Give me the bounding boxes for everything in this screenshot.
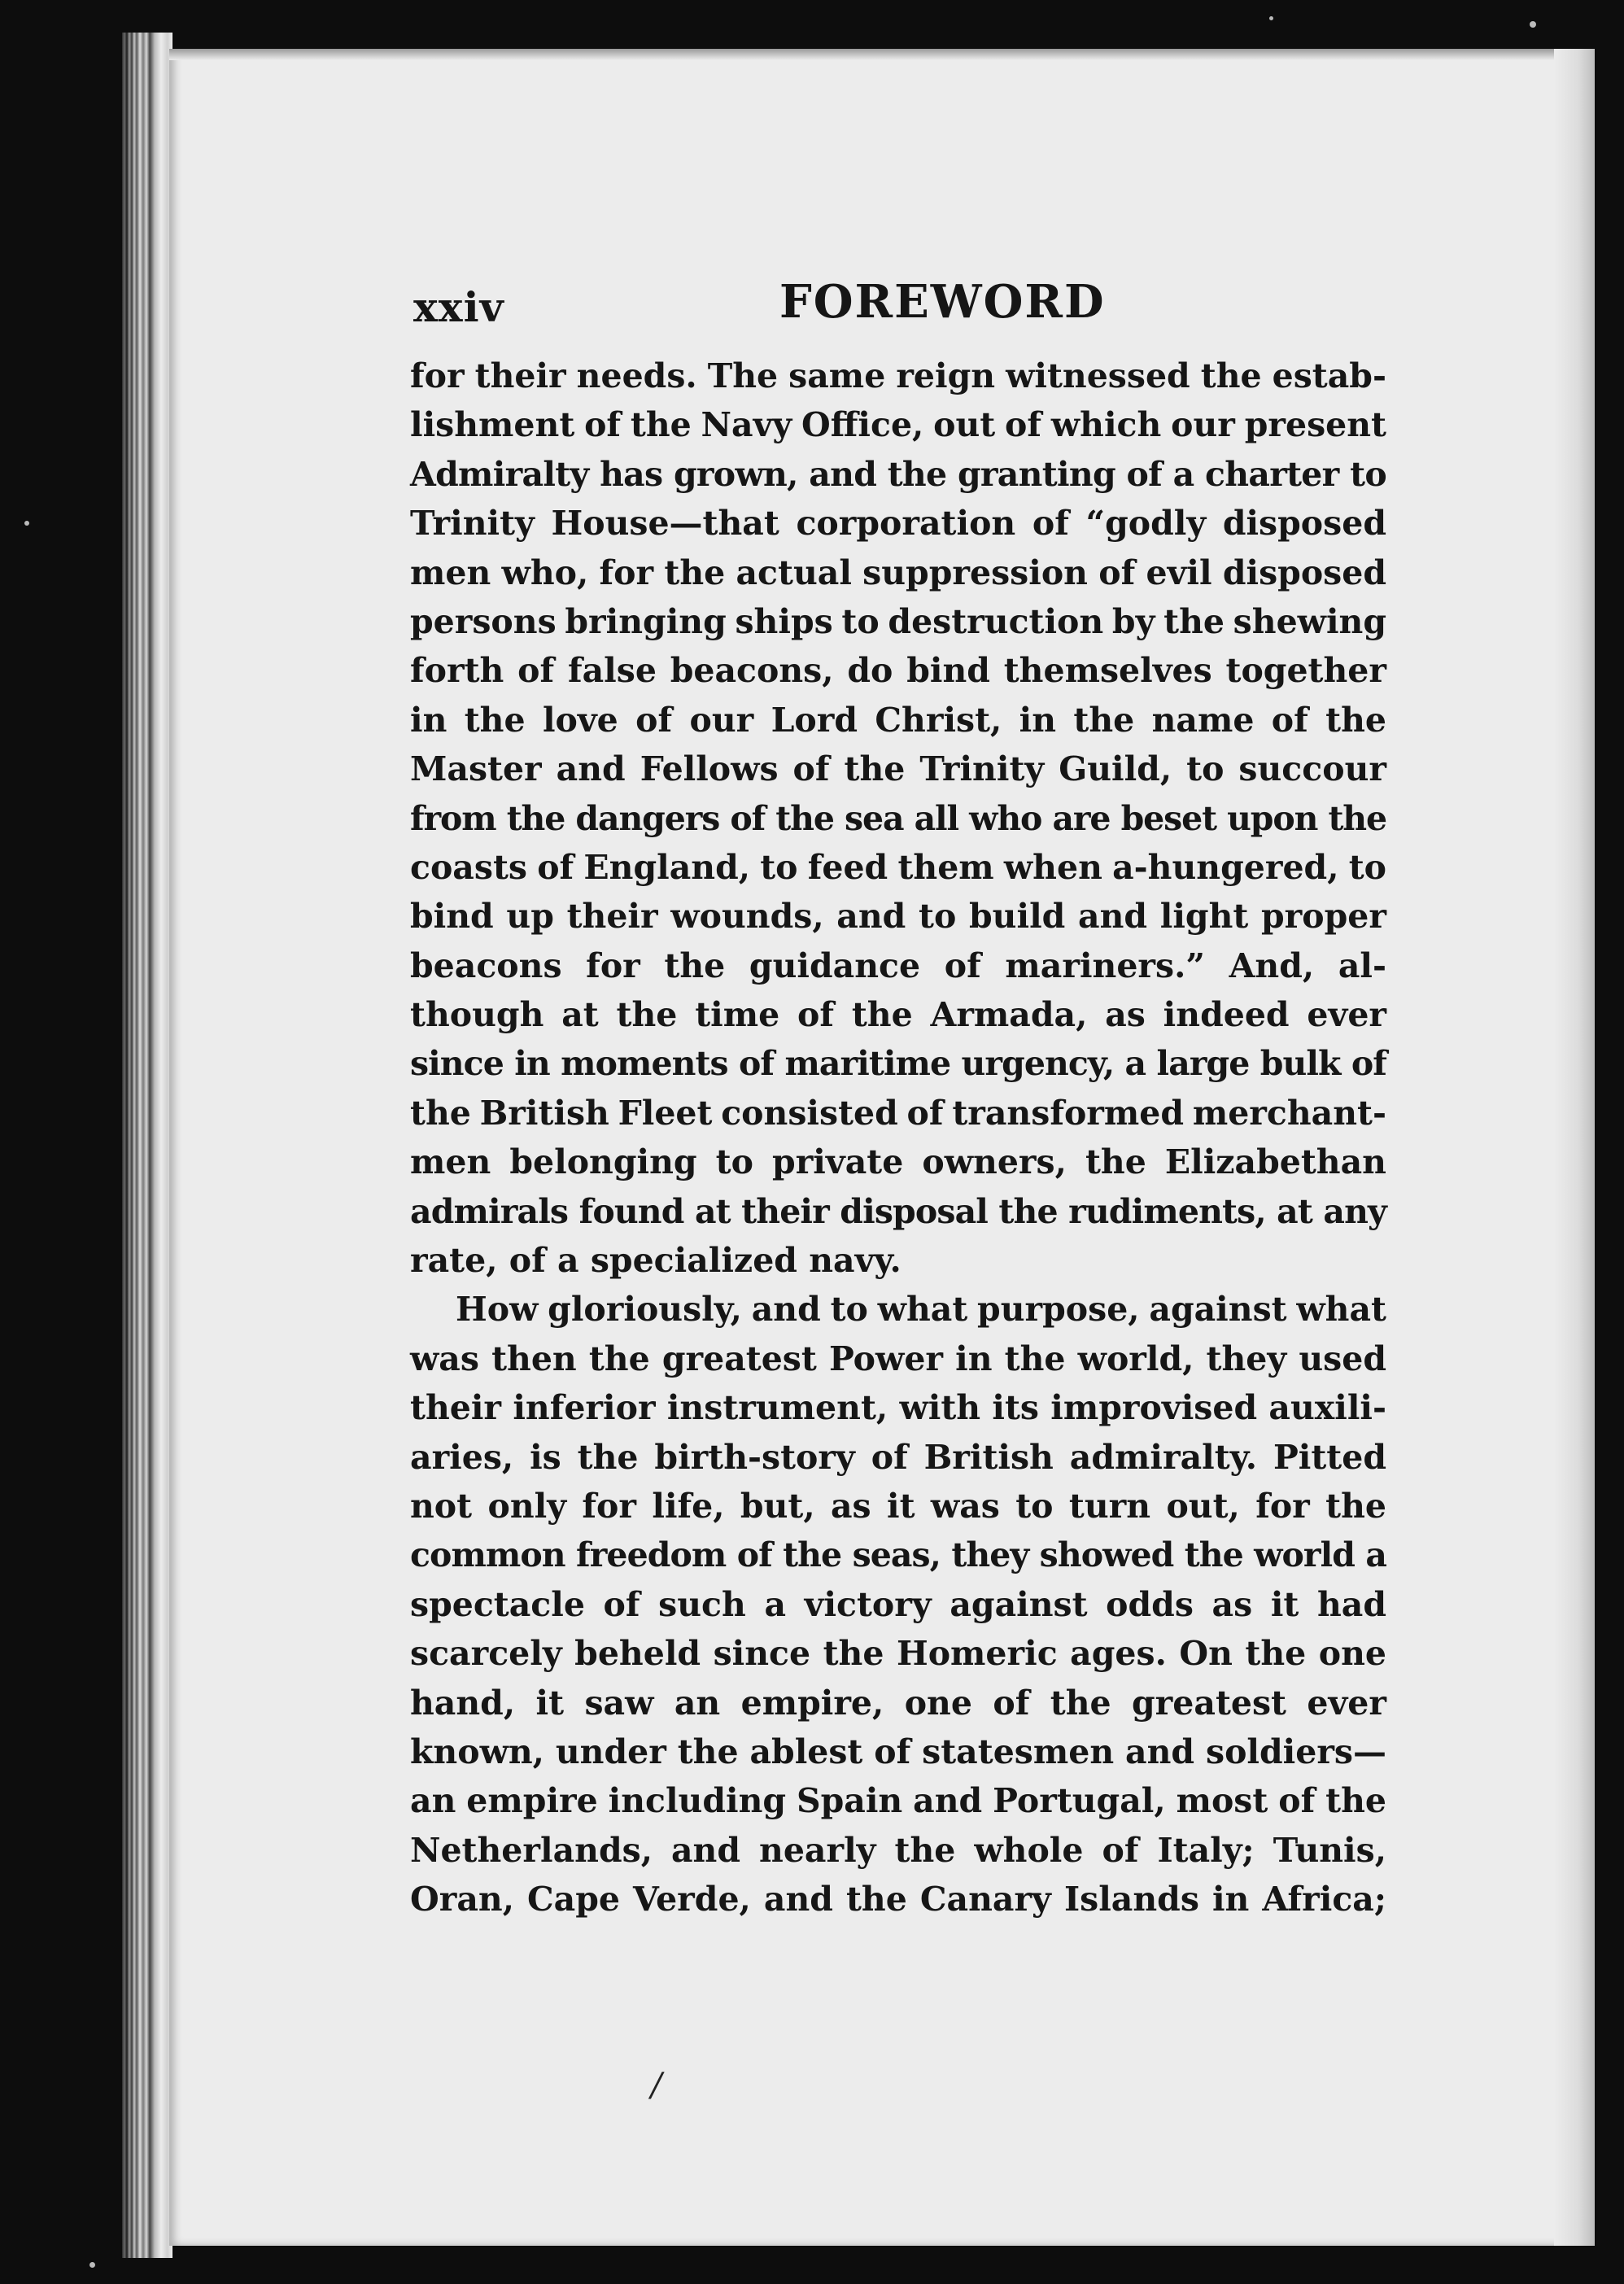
text-line: men belonging to private owners, the Elizabethan [410, 1142, 1386, 1182]
text-line: bind up their wounds, and to build and light proper [410, 897, 1386, 937]
text-line: for their needs. The same reign witnessed the estab- [410, 356, 1386, 395]
book-binding-edge [122, 33, 172, 2258]
text-line: spectacle of such a victory against odds as it had [410, 1584, 1386, 1624]
text-line: Master and Fellows of the Trinity Guild, to succour [410, 749, 1386, 789]
text-line: though at the time of the Armada, as indeed ever [410, 995, 1386, 1035]
text-line: aries, is the birth-story of British admiralty. Pitted [410, 1437, 1386, 1477]
text-line: persons bringing ships to destruction by the shewing [410, 601, 1386, 641]
text-line: hand, it saw an empire, one of the greatest ever [410, 1683, 1386, 1723]
dust-speck [1269, 16, 1273, 20]
text-line: Netherlands, and nearly the whole of Italy; Tunis, [410, 1830, 1386, 1870]
text-line: beacons for the guidance of mariners.” And, al- [410, 945, 1386, 985]
text-line: common freedom of the seas, they showed the world a [410, 1535, 1386, 1575]
text-line: since in moments of maritime urgency, a large bulk of [410, 1044, 1386, 1084]
page-header [413, 275, 1382, 340]
text-line: not only for life, but, as it was to turn out, for the [410, 1486, 1386, 1526]
paragraph-end-line: rate, of a specialized navy. [410, 1241, 901, 1281]
text-line: forth of false beacons, do bind themselves together [410, 651, 1386, 691]
text-line: scarcely beheld since the Homeric ages. On the one [410, 1634, 1386, 1674]
text-line: coasts of England, to feed them when a-hungered, to [410, 847, 1386, 887]
page-top-edge [169, 49, 1595, 60]
text-line: Trinity House—that corporation of “godly disposed [410, 504, 1386, 544]
text-line: in the love of our Lord Christ, in the name of the [410, 700, 1386, 740]
text-line: admirals found at their disposal the rudiments, at any [410, 1191, 1386, 1231]
text-line: Admiralty has grown, and the granting of a charter to [410, 454, 1386, 494]
dust-speck [89, 2262, 95, 2268]
text-line: lishment of the Navy Office, out of which our present [410, 405, 1386, 445]
paragraph-start-line: How gloriously, and to what purpose, against what [456, 1290, 1386, 1330]
page-number: xxiv [413, 283, 504, 331]
running-title: FOREWORD [779, 275, 1106, 329]
stray-pen-mark: / [651, 2067, 662, 2104]
text-line: an empire including Spain and Portugal, most of the [410, 1781, 1386, 1821]
text-line: was then the greatest Power in the world, they used [410, 1339, 1386, 1378]
page-right-edge [1554, 49, 1595, 2246]
dust-speck [1530, 21, 1536, 28]
text-line: the British Fleet consisted of transformed merchant- [410, 1093, 1386, 1133]
dust-speck [24, 521, 29, 526]
text-line: Oran, Cape Verde, and the Canary Islands in Africa; [410, 1880, 1386, 1919]
text-line: known, under the ablest of statesmen and soldiers— [410, 1732, 1386, 1771]
text-line: from the dangers of the sea all who are beset upon the [410, 798, 1386, 838]
text-line: their inferior instrument, with its improvised auxili- [410, 1388, 1386, 1428]
text-line: men who, for the actual suppression of evil disposed [410, 552, 1386, 592]
body-text [410, 352, 1386, 1924]
